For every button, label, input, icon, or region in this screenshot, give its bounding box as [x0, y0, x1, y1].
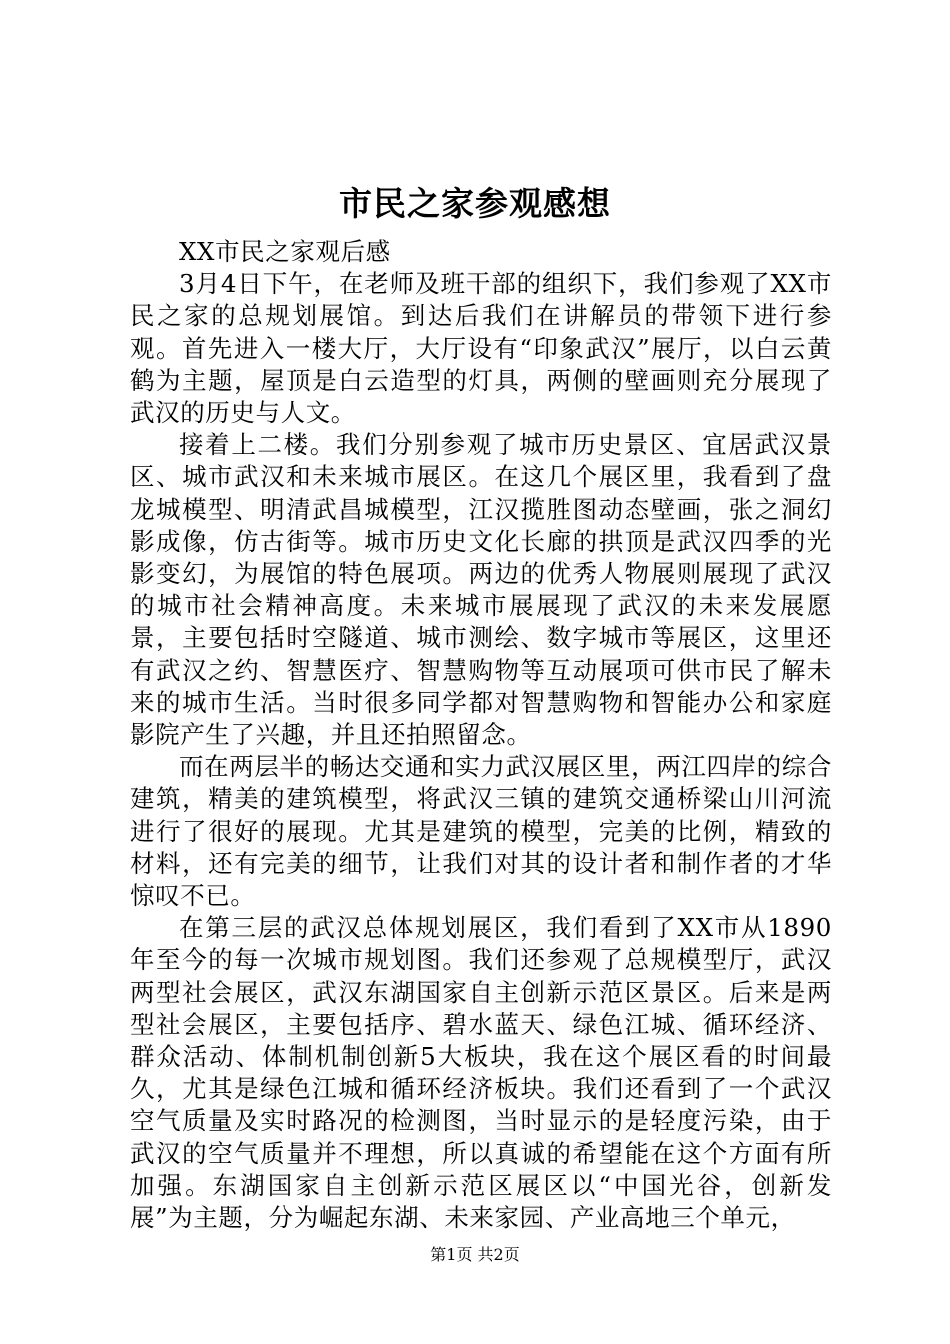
- paragraph: 接着上二楼。我们分别参观了城市历史景区、宜居武汉景区、城市武汉和未来城市展区。在这几个展区里，我看到了盘龙城模型、明清武昌城模型，江汉揽胜图动态壁画，张之洞幻影成像，仿古街等。城市历史文化长廊的拱顶是武汉四季的光影变幻，为展馆的特色展项。两边的优秀人物展则展现了武汉的城市社会精神高度。未来城市展展现了武汉的未来发展愿景，主要包括时空隧道、城市测绘、数字城市等展区，这里还有武汉之约、智慧医疗、智慧购物等互动展项可供市民了解未来的城市生活。当时很多同学都对智慧购物和智能办公和家庭影院产生了兴趣，并且还拍照留念。: [130, 430, 832, 750]
- paragraph: 3月4日下午，在老师及班干部的组织下，我们参观了XX市民之家的总规划展馆。到达后我们在讲解员的带领下进行参观。首先进入一楼大厅，大厅设有“印象武汉”展厅，以白云黄鹤为主题，屋顶是白云造型的灯具，两侧的壁画则充分展现了武汉的历史与人文。: [130, 269, 832, 428]
- document-title: 市民之家参观感想: [339, 184, 611, 223]
- page-number-footer: 第1页 共2页: [430, 1245, 520, 1264]
- paragraph: 而在两层半的畅达交通和实力武汉展区里，两江四岸的综合建筑，精美的建筑模型，将武汉三镇的建筑交通桥梁山川河流进行了很好的展现。尤其是建筑的模型，完美的比例，精致的材料，还有完美的细节，让我们对其的设计者和制作者的才华惊叹不已。: [130, 752, 832, 911]
- paragraph-subtitle: XX市民之家观后感: [179, 237, 391, 266]
- document-body: [130, 236, 832, 1234]
- paragraph: 在第三层的武汉总体规划展区，我们看到了XX市从1890年至今的每一次城市规划图。我们还参观了总规模型厅，武汉两型社会展区，武汉东湖国家自主创新示范区景区。后来是两型社会展区，主要包括序、碧水蓝天、绿色江城、循环经济、群众活动、体制机制创新5大板块，我在这个展区看的时间最久，尤其是绿色江城和循环经济板块。我们还看到了一个武汉空气质量及实时路况的检测图，当时显示的是轻度污染，由于武汉的空气质量并不理想，所以真诚的希望能在这个方面有所加强。东湖国家自主创新示范区展区以“中国光谷，创新发展”为主题，分为崛起东湖、未来家园、产业高地三个单元，: [130, 913, 832, 1233]
